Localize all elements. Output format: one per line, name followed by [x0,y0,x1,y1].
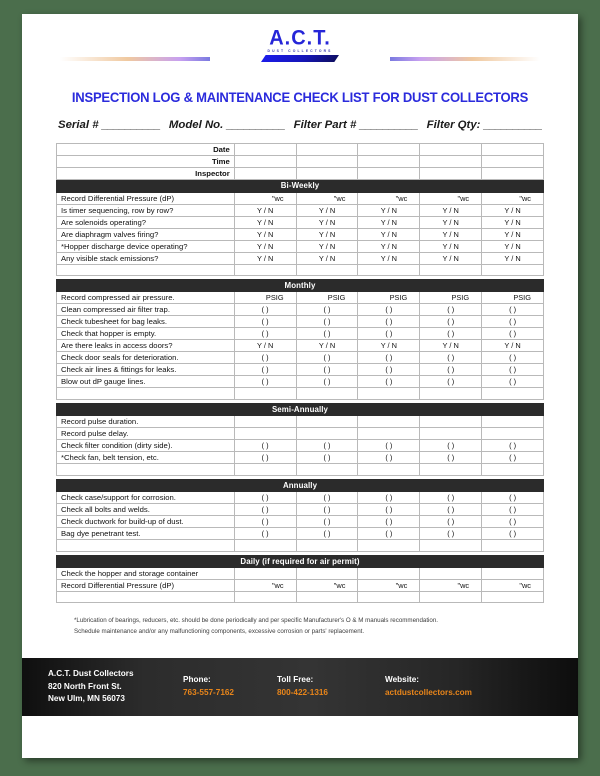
entry-cell-2-0-0[interactable] [234,416,296,428]
entry-cell-0-4-2[interactable]: Y / N [358,240,420,252]
entry-cell-1-1-4[interactable]: ( ) [482,304,544,316]
entry-cell-4-0-3[interactable] [420,568,482,580]
entry-cell-0-2-2[interactable]: Y / N [358,216,420,228]
entry-cell-3-2-3[interactable]: ( ) [420,516,482,528]
table-row [57,388,544,399]
table-row [57,504,544,516]
footer-website-label: Website: [385,675,419,685]
entry-cell-3-2-4[interactable]: ( ) [482,516,544,528]
table-row [57,328,544,340]
meta-cell-0-0[interactable] [234,144,296,156]
inspection-log-body [57,144,544,603]
entry-cell-1-1-2[interactable]: ( ) [358,304,420,316]
section-heading: Bi-Weekly [57,180,544,193]
meta-cell-2-0[interactable] [234,168,296,180]
entry-cell-0-2-0[interactable]: Y / N [234,216,296,228]
entry-cell-3-4-3[interactable] [420,540,482,551]
table-row [57,192,544,204]
task-label [57,264,235,275]
entry-cell-1-6-0[interactable]: ( ) [234,364,296,376]
entry-cell-1-5-3[interactable]: ( ) [420,352,482,364]
entry-cell-1-0-2[interactable]: PSIG [358,292,420,304]
entry-cell-3-3-3[interactable]: ( ) [420,528,482,540]
entry-cell-1-6-1[interactable]: ( ) [296,364,358,376]
meta-cell-2-3[interactable] [420,168,482,180]
footnote [74,616,526,638]
serial-field-line [58,119,542,131]
meta-cell-1-1[interactable] [296,156,358,168]
table-row [57,168,544,180]
entry-cell-4-2-4[interactable] [482,592,544,603]
task-label: Blow out dP gauge lines. [57,376,235,388]
table-row [57,528,544,540]
entry-cell-4-1-4[interactable]: "wc [482,580,544,592]
entry-cell-1-0-4[interactable]: PSIG [482,292,544,304]
task-label: Is timer sequencing, row by row? [57,204,235,216]
entry-cell-1-4-1[interactable]: Y / N [296,340,358,352]
entry-cell-4-1-0[interactable]: "wc [234,580,296,592]
entry-cell-0-4-3[interactable]: Y / N [420,240,482,252]
logo-tagline: DUST COLLECTORS [267,49,333,53]
entry-cell-2-4-2[interactable] [358,464,420,475]
entry-cell-4-0-1[interactable] [296,568,358,580]
entry-cell-0-4-1[interactable]: Y / N [296,240,358,252]
entry-cell-1-2-1[interactable]: ( ) [296,316,358,328]
task-label [57,388,235,399]
page-title: INSPECTION LOG & MAINTENANCE CHECK LIST FOR DUST COLLECTORS [71,90,529,105]
task-label: Record pulse delay. [57,428,235,440]
meta-cell-0-3[interactable] [420,144,482,156]
entry-cell-1-8-3[interactable] [420,388,482,399]
serial-field-1-value[interactable]: __________ [226,119,285,131]
entry-cell-0-4-4[interactable]: Y / N [482,240,544,252]
serial-field-3-label: Filter Qty: [426,119,481,131]
task-label [57,592,235,603]
task-label [57,464,235,475]
entry-cell-1-3-0[interactable]: ( ) [234,328,296,340]
decorative-rule-right [390,57,540,61]
entry-cell-1-2-3[interactable]: ( ) [420,316,482,328]
entry-cell-2-4-4[interactable] [482,464,544,475]
entry-cell-0-0-0[interactable]: "wc [234,192,296,204]
section-header-row [57,180,544,193]
table-row [57,464,544,475]
meta-cell-1-4[interactable] [482,156,544,168]
task-label: Record Differential Pressure (dP) [57,192,235,204]
task-label: Clean compressed air filter trap. [57,304,235,316]
table-row [57,156,544,168]
task-label: Check the hopper and storage container [57,568,235,580]
logo-header [56,14,544,76]
entry-cell-2-3-2[interactable]: ( ) [358,452,420,464]
entry-cell-0-3-1[interactable]: Y / N [296,228,358,240]
entry-cell-2-1-3[interactable] [420,428,482,440]
entry-cell-1-6-3[interactable]: ( ) [420,364,482,376]
entry-cell-1-3-1[interactable]: ( ) [296,328,358,340]
footer-phone-label: Phone: [183,675,211,685]
section-header-row [57,479,544,492]
document-page [22,14,578,758]
entry-cell-3-3-2[interactable]: ( ) [358,528,420,540]
serial-field-3-value[interactable]: __________ [483,119,542,131]
serial-field-2-label: Filter Part # [293,119,357,131]
entry-cell-3-3-0[interactable]: ( ) [234,528,296,540]
entry-cell-2-1-2[interactable] [358,428,420,440]
entry-cell-1-2-0[interactable]: ( ) [234,316,296,328]
entry-cell-0-6-2[interactable] [358,264,420,275]
table-row [57,580,544,592]
entry-cell-4-0-0[interactable] [234,568,296,580]
task-label: Record Differential Pressure (dP) [57,580,235,592]
entry-cell-0-1-0[interactable]: Y / N [234,204,296,216]
footer-tollfree [277,674,385,699]
entry-cell-1-4-4[interactable]: Y / N [482,340,544,352]
entry-cell-3-1-3[interactable]: ( ) [420,504,482,516]
serial-field-0-label: Serial # [58,119,99,131]
entry-cell-1-8-0[interactable] [234,388,296,399]
section-heading: Monthly [57,279,544,292]
entry-cell-2-2-3[interactable]: ( ) [420,440,482,452]
footer-tollfree-label: Toll Free: [277,675,314,685]
entry-cell-3-0-1[interactable]: ( ) [296,492,358,504]
entry-cell-2-2-1[interactable]: ( ) [296,440,358,452]
table-row [57,416,544,428]
entry-cell-2-0-2[interactable] [358,416,420,428]
logo-wordmark: A.C.T. [269,26,331,50]
entry-cell-0-0-4[interactable]: "wc [482,192,544,204]
entry-cell-2-4-0[interactable] [234,464,296,475]
task-label: Check ductwork for build-up of dust. [57,516,235,528]
entry-cell-0-6-1[interactable] [296,264,358,275]
task-label: Check tubesheet for bag leaks. [57,316,235,328]
footnote-line-1: *Lubrication of bearings, reducers, etc. should be done periodically and per specific Manufacturer's O & M manuals recommendation. [74,617,439,625]
entry-cell-4-2-0[interactable] [234,592,296,603]
entry-cell-1-8-4[interactable] [482,388,544,399]
footer-company-name: A.C.T. Dust Collectors [48,668,134,678]
table-row [57,316,544,328]
task-label: Are diaphragm valves firing? [57,228,235,240]
entry-cell-4-0-2[interactable] [358,568,420,580]
entry-cell-2-1-0[interactable] [234,428,296,440]
entry-cell-1-1-3[interactable]: ( ) [420,304,482,316]
entry-cell-4-0-4[interactable] [482,568,544,580]
entry-cell-1-7-3[interactable]: ( ) [420,376,482,388]
entry-cell-3-1-0[interactable]: ( ) [234,504,296,516]
table-row [57,292,544,304]
entry-cell-2-1-4[interactable] [482,428,544,440]
footnote-line-2: Schedule maintenance and/or any malfunctioning components, excessive corrosion or parts' replacement. [74,628,365,636]
table-row [57,364,544,376]
entry-cell-1-4-3[interactable]: Y / N [420,340,482,352]
meta-row-label: Time [57,156,235,168]
table-row [57,568,544,580]
section-header-row [57,403,544,416]
table-row [57,540,544,551]
entry-cell-3-0-2[interactable]: ( ) [358,492,420,504]
entry-cell-3-3-1[interactable]: ( ) [296,528,358,540]
entry-cell-3-1-1[interactable]: ( ) [296,504,358,516]
entry-cell-0-6-4[interactable] [482,264,544,275]
meta-cell-0-2[interactable] [358,144,420,156]
table-row [57,428,544,440]
entry-cell-0-3-2[interactable]: Y / N [358,228,420,240]
serial-field-1 [169,119,285,131]
meta-row-label: Date [57,144,235,156]
entry-cell-3-4-4[interactable] [482,540,544,551]
task-label: Record pulse duration. [57,416,235,428]
task-label: Are solenoids operating? [57,216,235,228]
entry-cell-1-7-1[interactable]: ( ) [296,376,358,388]
entry-cell-2-3-3[interactable]: ( ) [420,452,482,464]
table-row [57,492,544,504]
entry-cell-0-2-4[interactable]: Y / N [482,216,544,228]
meta-cell-0-4[interactable] [482,144,544,156]
entry-cell-1-1-0[interactable]: ( ) [234,304,296,316]
table-row [57,516,544,528]
entry-cell-1-0-0[interactable]: PSIG [234,292,296,304]
footer-street: 820 North Front St. [48,681,122,691]
entry-cell-2-2-4[interactable]: ( ) [482,440,544,452]
table-row [57,216,544,228]
decorative-rule-left [60,57,210,61]
entry-cell-0-5-3[interactable]: Y / N [420,252,482,264]
serial-field-2-value[interactable]: __________ [359,119,418,131]
table-row [57,204,544,216]
entry-cell-0-1-4[interactable]: Y / N [482,204,544,216]
entry-cell-1-3-4[interactable]: ( ) [482,328,544,340]
entry-cell-2-4-3[interactable] [420,464,482,475]
entry-cell-1-4-0[interactable]: Y / N [234,340,296,352]
task-label: Any visible stack emissions? [57,252,235,264]
entry-cell-2-3-1[interactable]: ( ) [296,452,358,464]
table-row [57,440,544,452]
task-label: Record compressed air pressure. [57,292,235,304]
meta-cell-1-3[interactable] [420,156,482,168]
table-row [57,452,544,464]
entry-cell-1-8-1[interactable] [296,388,358,399]
entry-cell-0-0-3[interactable]: "wc [420,192,482,204]
entry-cell-0-0-2[interactable]: "wc [358,192,420,204]
act-logo [252,28,348,62]
entry-cell-2-2-0[interactable]: ( ) [234,440,296,452]
task-label: Check filter condition (dirty side). [57,440,235,452]
serial-field-3 [427,119,542,131]
meta-cell-2-2[interactable] [358,168,420,180]
task-label: Check that hopper is empty. [57,328,235,340]
section-heading: Annually [57,479,544,492]
task-label: Check all bolts and welds. [57,504,235,516]
entry-cell-0-3-4[interactable]: Y / N [482,228,544,240]
entry-cell-3-1-4[interactable]: ( ) [482,504,544,516]
entry-cell-1-4-2[interactable]: Y / N [358,340,420,352]
entry-cell-3-1-2[interactable]: ( ) [358,504,420,516]
entry-cell-1-7-0[interactable]: ( ) [234,376,296,388]
entry-cell-2-0-3[interactable] [420,416,482,428]
entry-cell-4-1-3[interactable]: "wc [420,580,482,592]
footer-tollfree-value[interactable]: 800-422-1316 [277,688,328,697]
table-row [57,228,544,240]
table-row [57,252,544,264]
section-heading: Semi-Annually [57,403,544,416]
footer-phone [183,674,277,699]
entry-cell-0-5-4[interactable]: Y / N [482,252,544,264]
section-heading: Daily (if required for air permit) [57,555,544,568]
entry-cell-1-0-3[interactable]: PSIG [420,292,482,304]
table-row [57,240,544,252]
contact-footer [22,658,578,716]
task-label: Check case/support for corrosion. [57,492,235,504]
entry-cell-3-4-0[interactable] [234,540,296,551]
table-row [57,144,544,156]
entry-cell-2-0-1[interactable] [296,416,358,428]
entry-cell-1-3-3[interactable]: ( ) [420,328,482,340]
document-sheet [22,14,578,638]
entry-cell-0-5-2[interactable]: Y / N [358,252,420,264]
inspection-log-table [56,143,544,603]
entry-cell-0-4-0[interactable]: Y / N [234,240,296,252]
table-row [57,340,544,352]
entry-cell-3-2-1[interactable]: ( ) [296,516,358,528]
entry-cell-0-2-3[interactable]: Y / N [420,216,482,228]
table-row [57,352,544,364]
entry-cell-1-5-4[interactable]: ( ) [482,352,544,364]
table-row [57,376,544,388]
entry-cell-3-2-0[interactable]: ( ) [234,516,296,528]
serial-field-2 [294,119,418,131]
entry-cell-1-7-4[interactable]: ( ) [482,376,544,388]
entry-cell-1-6-4[interactable]: ( ) [482,364,544,376]
section-header-row [57,555,544,568]
task-label [57,540,235,551]
entry-cell-1-8-2[interactable] [358,388,420,399]
entry-cell-0-3-0[interactable]: Y / N [234,228,296,240]
entry-cell-2-1-1[interactable] [296,428,358,440]
footer-website-value[interactable]: actdustcollectors.com [385,688,472,697]
entry-cell-1-5-1[interactable]: ( ) [296,352,358,364]
serial-field-1-label: Model No. [168,119,224,131]
footer-address [48,668,183,706]
task-label: *Hopper discharge device operating? [57,240,235,252]
meta-cell-1-0[interactable] [234,156,296,168]
serial-field-0-value[interactable]: __________ [101,119,161,131]
table-row [57,592,544,603]
entry-cell-4-2-3[interactable] [420,592,482,603]
entry-cell-3-2-2[interactable]: ( ) [358,516,420,528]
logo-swoosh-icon [261,55,339,62]
entry-cell-0-5-1[interactable]: Y / N [296,252,358,264]
meta-cell-2-4[interactable] [482,168,544,180]
entry-cell-2-3-0[interactable]: ( ) [234,452,296,464]
footer-website [385,674,535,699]
entry-cell-0-5-0[interactable]: Y / N [234,252,296,264]
entry-cell-1-2-2[interactable]: ( ) [358,316,420,328]
meta-cell-1-2[interactable] [358,156,420,168]
entry-cell-3-0-4[interactable]: ( ) [482,492,544,504]
entry-cell-4-2-1[interactable] [296,592,358,603]
entry-cell-2-3-4[interactable]: ( ) [482,452,544,464]
footer-phone-value[interactable]: 763-557-7162 [183,688,234,697]
entry-cell-0-1-3[interactable]: Y / N [420,204,482,216]
footer-city-state: New Ulm, MN 56073 [48,694,125,704]
entry-cell-1-5-0[interactable]: ( ) [234,352,296,364]
entry-cell-0-6-3[interactable] [420,264,482,275]
table-row [57,304,544,316]
serial-field-0 [58,119,160,131]
entry-cell-1-5-2[interactable]: ( ) [358,352,420,364]
meta-row-label: Inspector [57,168,235,180]
entry-cell-4-2-2[interactable] [358,592,420,603]
entry-cell-0-3-3[interactable]: Y / N [420,228,482,240]
entry-cell-1-3-2[interactable]: ( ) [358,328,420,340]
entry-cell-4-1-1[interactable]: "wc [296,580,358,592]
entry-cell-1-0-1[interactable]: PSIG [296,292,358,304]
entry-cell-3-3-4[interactable]: ( ) [482,528,544,540]
task-label: Bag dye penetrant test. [57,528,235,540]
entry-cell-0-6-0[interactable] [234,264,296,275]
entry-cell-3-4-2[interactable] [358,540,420,551]
entry-cell-1-1-1[interactable]: ( ) [296,304,358,316]
entry-cell-4-1-2[interactable]: "wc [358,580,420,592]
task-label: Are there leaks in access doors? [57,340,235,352]
entry-cell-1-6-2[interactable]: ( ) [358,364,420,376]
task-label: Check door seals for deterioration. [57,352,235,364]
meta-cell-0-1[interactable] [296,144,358,156]
task-label: Check air lines & fittings for leaks. [57,364,235,376]
entry-cell-3-0-3[interactable]: ( ) [420,492,482,504]
entry-cell-2-2-2[interactable]: ( ) [358,440,420,452]
entry-cell-1-2-4[interactable]: ( ) [482,316,544,328]
entry-cell-0-0-1[interactable]: "wc [296,192,358,204]
table-row [57,264,544,275]
entry-cell-1-7-2[interactable]: ( ) [358,376,420,388]
entry-cell-2-0-4[interactable] [482,416,544,428]
entry-cell-3-0-0[interactable]: ( ) [234,492,296,504]
entry-cell-3-4-1[interactable] [296,540,358,551]
entry-cell-0-1-2[interactable]: Y / N [358,204,420,216]
meta-cell-2-1[interactable] [296,168,358,180]
entry-cell-0-2-1[interactable]: Y / N [296,216,358,228]
task-label: *Check fan, belt tension, etc. [57,452,235,464]
entry-cell-0-1-1[interactable]: Y / N [296,204,358,216]
section-header-row [57,279,544,292]
entry-cell-2-4-1[interactable] [296,464,358,475]
